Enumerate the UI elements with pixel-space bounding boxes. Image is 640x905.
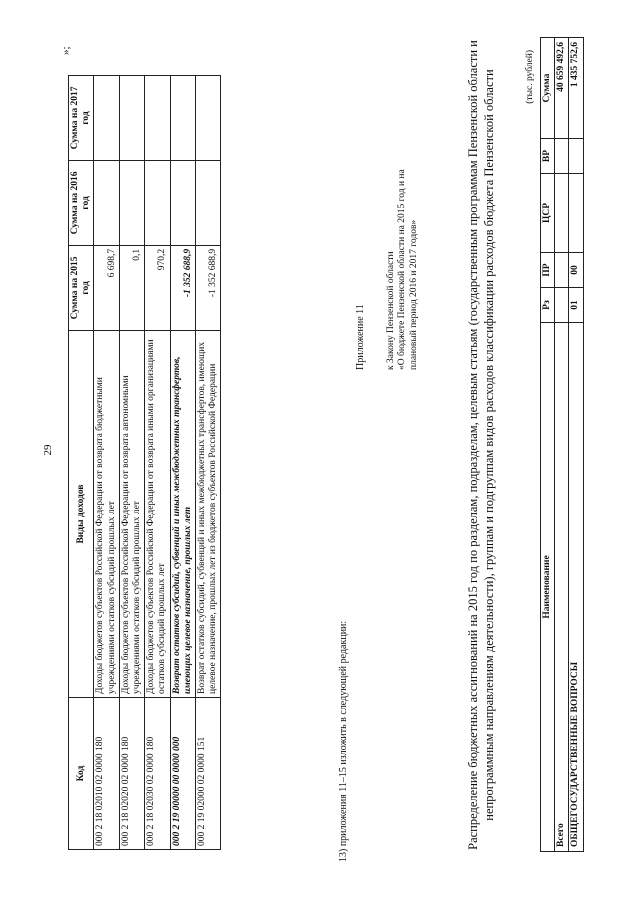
table-row	[145, 76, 170, 850]
row-pr	[555, 253, 569, 288]
expense-table	[540, 37, 584, 852]
row-sum: 1 435 752,6	[569, 38, 583, 139]
expense-table-header	[541, 38, 555, 852]
row-name: Доходы бюджетов субъектов Российской Федерации от возврата бюджетными учреждениями остатков субсидий прошлых лет	[94, 331, 119, 698]
row-csr	[569, 174, 583, 253]
row-sum-2015: 0,1	[119, 245, 144, 330]
units-label: (тыс. рублей)	[525, 50, 535, 104]
header-vr: ВР	[541, 139, 555, 174]
law-reference-line: «О бюджете Пензенской области на 2015 год и на	[397, 169, 408, 370]
table-row	[196, 76, 221, 850]
table-row	[94, 76, 119, 850]
header-csr: ЦСР	[541, 174, 555, 253]
row-rz: 01	[569, 288, 583, 323]
header-income-type: Виды доходов	[69, 331, 94, 698]
table-row	[555, 38, 569, 852]
row-sum-2015: 970,2	[145, 245, 170, 330]
table-row	[170, 76, 195, 850]
row-sum-2015: -1 352 688,9	[196, 245, 221, 330]
row-pr: 00	[569, 253, 583, 288]
row-csr	[555, 174, 569, 253]
row-code: 000 2 18 02020 02 0000 180	[119, 698, 144, 850]
rotated-page-content	[38, 30, 608, 870]
row-sum-2015: 6 698,7	[94, 245, 119, 330]
row-vr	[555, 139, 569, 174]
law-reference-line: плановый период 2016 и 2017 годов»	[408, 219, 419, 370]
row-sum-2017	[94, 76, 119, 161]
row-sum-2016	[119, 160, 144, 245]
closing-quote: »;	[60, 46, 72, 55]
row-code: 000 2 18 02030 02 0000 180	[145, 698, 170, 850]
row-code: 000 2 19 00000 00 0000 000	[170, 698, 195, 850]
row-name: Возврат остатков субсидий, субвенций и иных межбюджетных трансфертов, имеющих целевое назначение, прошлых лет из бюджетов субъектов Российской Федерации	[196, 331, 221, 698]
law-reference-line: к Закону Пензенской области	[386, 251, 396, 370]
header-rz: Рз	[541, 288, 555, 323]
row-code: 000 2 19 02000 02 0000 151	[196, 698, 221, 850]
appendix-title: Приложение 11	[355, 304, 366, 370]
row-sum-2017	[119, 76, 144, 161]
amendment-paragraph: 13) приложения 11–15 изложить в следующей редакции:	[338, 620, 349, 862]
row-name: Доходы бюджетов субъектов Российской Федерации от возврата автономными учреждениями остатков субсидий прошлых лет	[119, 331, 144, 698]
row-name: Возврат остатков субсидий, субвенций и иных межбюджетных трансфертов, имеющих целевое назначение, прошлых лет	[170, 331, 195, 698]
row-sum: 40 659 492,6	[555, 38, 569, 139]
row-sum-2016	[170, 160, 195, 245]
row-name: Доходы бюджетов субъектов Российской Федерации от возврата иными организациями остатков субсидий прошлых лет	[145, 331, 170, 698]
header-sum-2017: Сумма на 2017 год	[69, 76, 94, 161]
row-code: 000 2 18 02010 02 0000 180	[94, 698, 119, 850]
row-sum-2016	[196, 160, 221, 245]
page-number: 29	[42, 444, 54, 456]
row-sum-2015: -1 352 688,9	[170, 245, 195, 330]
row-name: ОБЩЕГОСУДАРСТВЕННЫЕ ВОПРОСЫ	[569, 323, 583, 852]
header-sum-2015: Сумма на 2015 год	[69, 245, 94, 330]
row-vr	[569, 139, 583, 174]
section-heading: Распределение бюджетных ассигнований на 2015 год по разделам, подразделам, целевым статьям (государственным программам Пензенской области и непрограммным направлениям деятельности), группам и подгруппам видов расходов классификации расходов бюджета Пензенской области	[466, 40, 496, 850]
income-table	[68, 75, 221, 850]
row-sum-2016	[145, 160, 170, 245]
header-code: Код	[69, 698, 94, 850]
header-name: Наименование	[541, 323, 555, 852]
header-sum-2016: Сумма на 2016 год	[69, 160, 94, 245]
row-sum-2017	[196, 76, 221, 161]
row-sum-2017	[145, 76, 170, 161]
row-sum-2017	[170, 76, 195, 161]
table-row	[569, 38, 583, 852]
law-reference	[386, 169, 420, 370]
row-name: Всего	[555, 323, 569, 852]
row-rz	[555, 288, 569, 323]
header-sum: Сумма	[541, 38, 555, 139]
header-pr: ПР	[541, 253, 555, 288]
income-table-header	[69, 76, 94, 850]
row-sum-2016	[94, 160, 119, 245]
table-row	[119, 76, 144, 850]
